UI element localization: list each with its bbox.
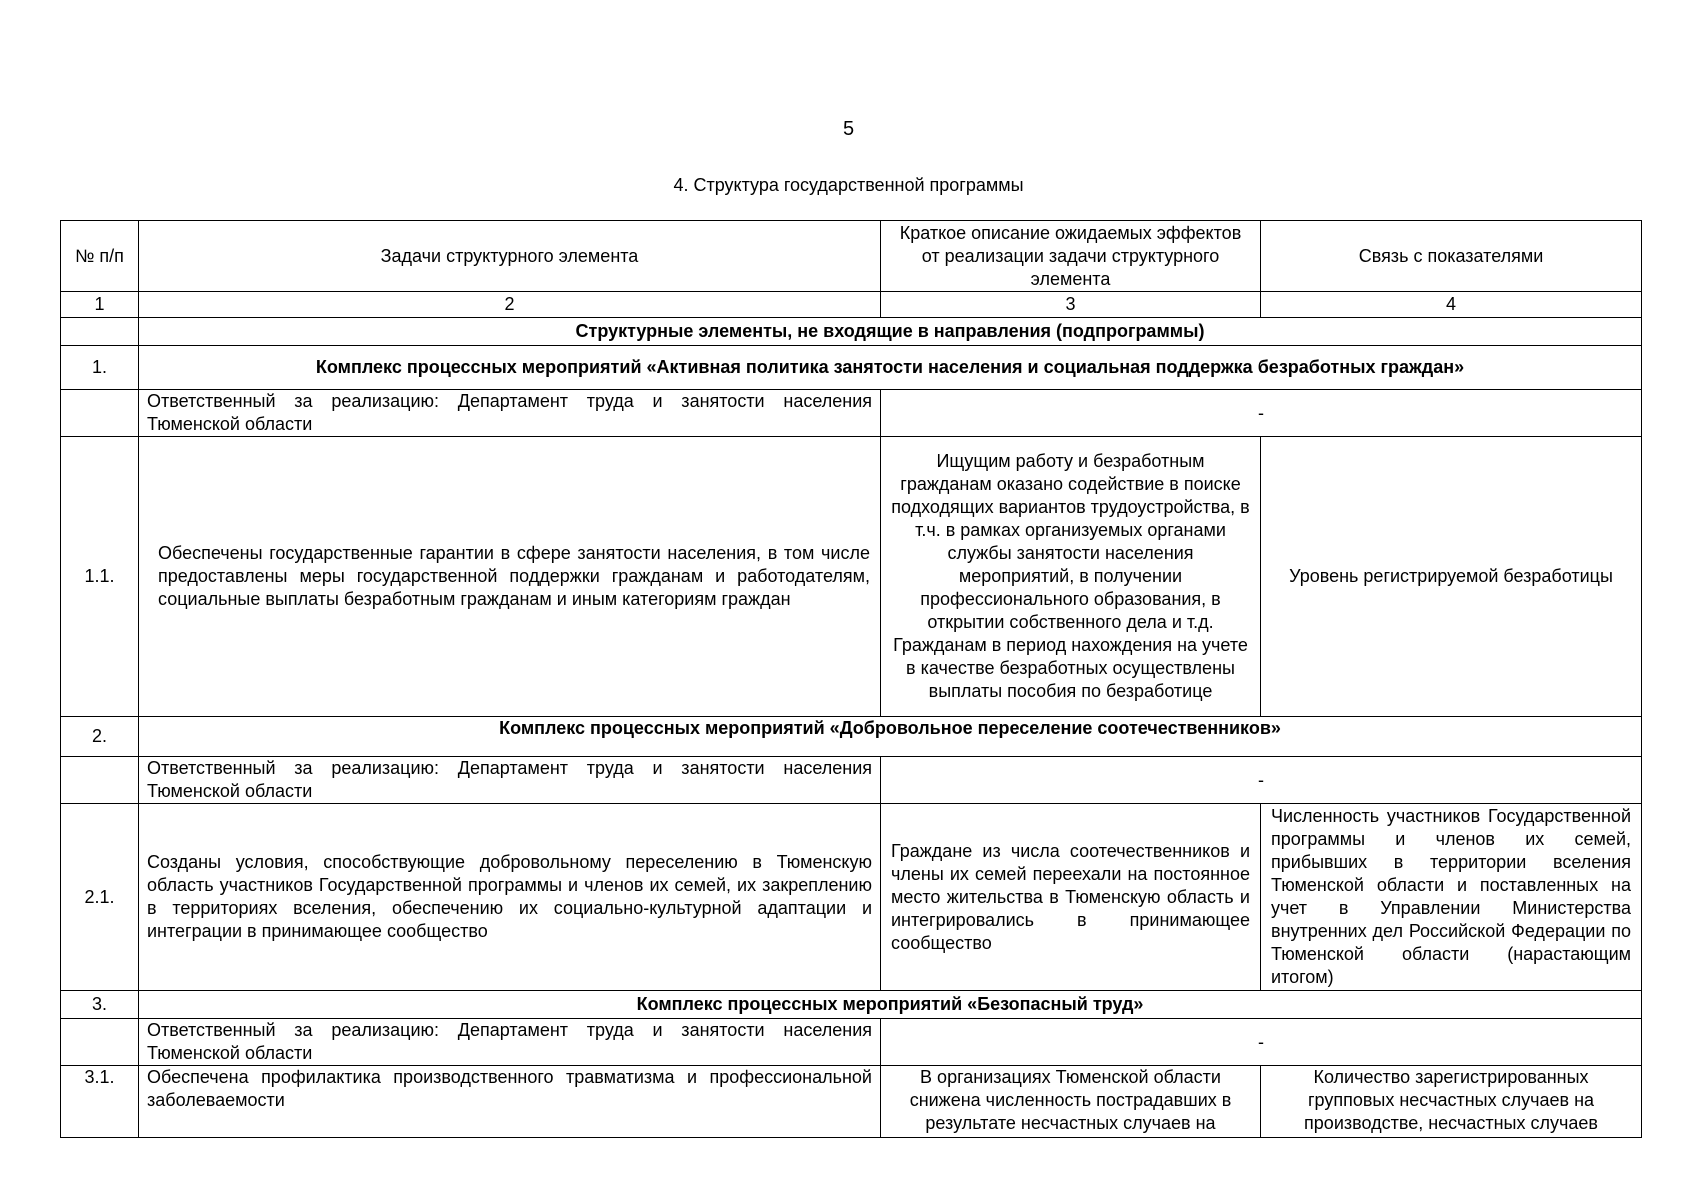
column-number: 2 [139,292,881,318]
empty-num-cell [61,757,139,804]
responsible-text: Ответственный за реализацию: Департамент труда и занятости населения Тюменской области [139,390,881,437]
responsible-text: Ответственный за реализацию: Департамент труда и занятости населения Тюменской области [139,1019,881,1066]
header-num: № п/п [61,221,139,292]
group-row [61,346,1642,390]
dash-cell: - [881,757,1642,804]
group-number: 1. [61,346,139,390]
section-num-cell [61,318,139,346]
group-title: Комплекс процессных мероприятий «Добровольное переселение соотечественников» [139,717,1642,757]
header-effects: Краткое описание ожидаемых эффектов от реализации задачи структурного элемента [881,221,1261,292]
column-number-row [61,292,1642,318]
task-text: Обеспечены государственные гарантии в сфере занятости населения, в том числе предоставлены меры государственной поддержки гражданам и работодателям, социальные выплаты безработным гражданам и иным категориям граждан [139,437,881,717]
task-number: 3.1. [61,1066,139,1138]
dash-cell: - [881,390,1642,437]
column-number: 1 [61,292,139,318]
empty-num-cell [61,1019,139,1066]
column-number: 4 [1261,292,1642,318]
group-number: 2. [61,717,139,757]
group-row [61,991,1642,1019]
group-number: 3. [61,991,139,1019]
task-indicator: Уровень регистрируемой безработицы [1261,437,1642,717]
task-number: 1.1. [61,437,139,717]
group-title: Комплекс процессных мероприятий «Активная политика занятости населения и социальная поддержка безработных граждан» [139,346,1642,390]
group-title: Комплекс процессных мероприятий «Безопасный труд» [139,991,1642,1019]
task-text: Обеспечена профилактика производственного травматизма и профессиональной заболеваемости [139,1066,881,1138]
table-header-row [61,221,1642,292]
responsible-row [61,757,1642,804]
section-title: Структурные элементы, не входящие в направления (подпрограммы) [139,318,1642,346]
task-effect: Ищущим работу и безработным гражданам оказано содействие в поиске подходящих вариантов трудоустройства, в т.ч. в рамках организуемых органами службы занятости населения мероприятий, в получении профессионального образования, в открытии собственного дела и т.д. Гражданам в период нахождения на учете в качестве безработных осуществлены выплаты пособия по безработице [881,437,1261,717]
page-number: 5 [842,118,855,140]
task-effect: Граждане из числа соотечественников и члены их семей переехали на постоянное место жительства в Тюменскую область и интегрировались в принимающее сообщество [881,804,1261,991]
program-structure-table [60,220,1642,1138]
section-row [61,318,1642,346]
task-effect: В организациях Тюменской области снижена численность пострадавших в результате несчастных случаев на [881,1066,1261,1138]
empty-num-cell [61,390,139,437]
responsible-text: Ответственный за реализацию: Департамент труда и занятости населения Тюменской области [139,757,881,804]
task-row [61,804,1642,991]
column-number: 3 [881,292,1261,318]
responsible-row [61,390,1642,437]
group-row [61,717,1642,757]
dash-cell: - [881,1019,1642,1066]
task-number: 2.1. [61,804,139,991]
task-indicator: Количество зарегистрированных групповых несчастных случаев на производстве, несчастных случаев [1261,1066,1642,1138]
header-tasks: Задачи структурного элемента [139,221,881,292]
task-row [61,1066,1642,1138]
task-row [61,437,1642,717]
task-indicator: Численность участников Государственной программы и членов их семей, прибывших в территории вселения Тюменской области и поставленных на учет в Управлении Министерства внутренних дел Российской Федерации по Тюменской области (нарастающим итогом) [1261,804,1642,991]
header-indicators: Связь с показателями [1261,221,1642,292]
task-text: Созданы условия, способствующие добровольному переселению в Тюменскую область участников Государственной программы и членов их семей, их закреплению в территориях вселения, обеспечению их социально-культурной адаптации и интеграции в принимающее сообщество [139,804,881,991]
document-title: 4. Структура государственной программы [673,175,1024,195]
responsible-row [61,1019,1642,1066]
